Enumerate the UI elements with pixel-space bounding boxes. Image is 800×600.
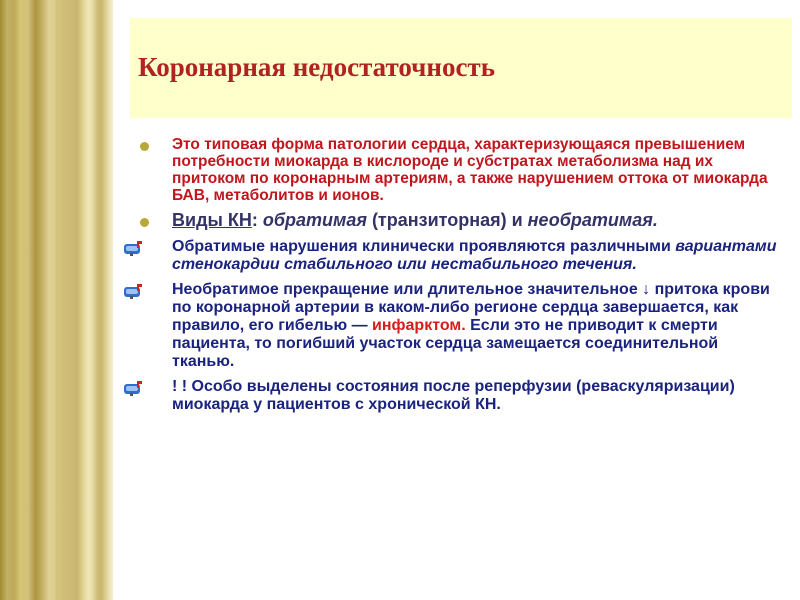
types-middle: (транзиторная) и	[366, 210, 528, 230]
irreversible-prefix: Необратимое прекращение или длительное значительное ↓ притока крови по коронарной артерии в каком-либо регионе сердца завершается, как правило, его гибелью —	[172, 281, 770, 334]
round-bullet-icon	[140, 142, 149, 151]
slide-title: Коронарная недостаточность	[138, 52, 495, 82]
reversible-term: обратимая	[262, 210, 367, 230]
irreversible-term: необратимая.	[527, 210, 658, 230]
angina-variants: вариантами стенокардии стабильного или нестабильного течения.	[172, 238, 777, 273]
types-label: Виды КН	[172, 210, 252, 230]
reperfusion-text: ! ! Особо выделены состояния после реперфузии (реваскуляризации) миокарда у пациентов с хронической КН.	[172, 378, 735, 413]
bullet-definition	[132, 136, 782, 204]
mailbox-icon	[120, 240, 144, 256]
mailbox-icon	[120, 380, 144, 396]
mailbox-icon	[120, 283, 144, 299]
sidebar-texture	[0, 0, 113, 600]
decorative-sidebar	[0, 0, 113, 600]
bullet-reversible	[132, 238, 782, 274]
bullet-irreversible	[132, 281, 782, 371]
irreversible-suffix: Если это не приводит к смерти пациента, то погибший участок сердца замещается соединительной тканью.	[172, 317, 719, 370]
round-bullet-icon	[140, 218, 149, 227]
slide-content	[132, 136, 782, 414]
types-colon: :	[251, 210, 263, 230]
reversible-prefix: Обратимые нарушения клинически проявляются различными	[172, 238, 676, 255]
bullet-reperfusion	[132, 378, 782, 414]
infarct-term: инфарктом.	[372, 317, 466, 334]
bullet-types	[132, 210, 782, 231]
definition-text: Это типовая форма патологии сердца, характеризующаяся превышением потребности миокарда в кислороде и субстратах метаболизма над их притоком по коронарным артериям, а также нарушением оттока от миокарда БАВ, метаболитов и ионов.	[172, 136, 768, 204]
